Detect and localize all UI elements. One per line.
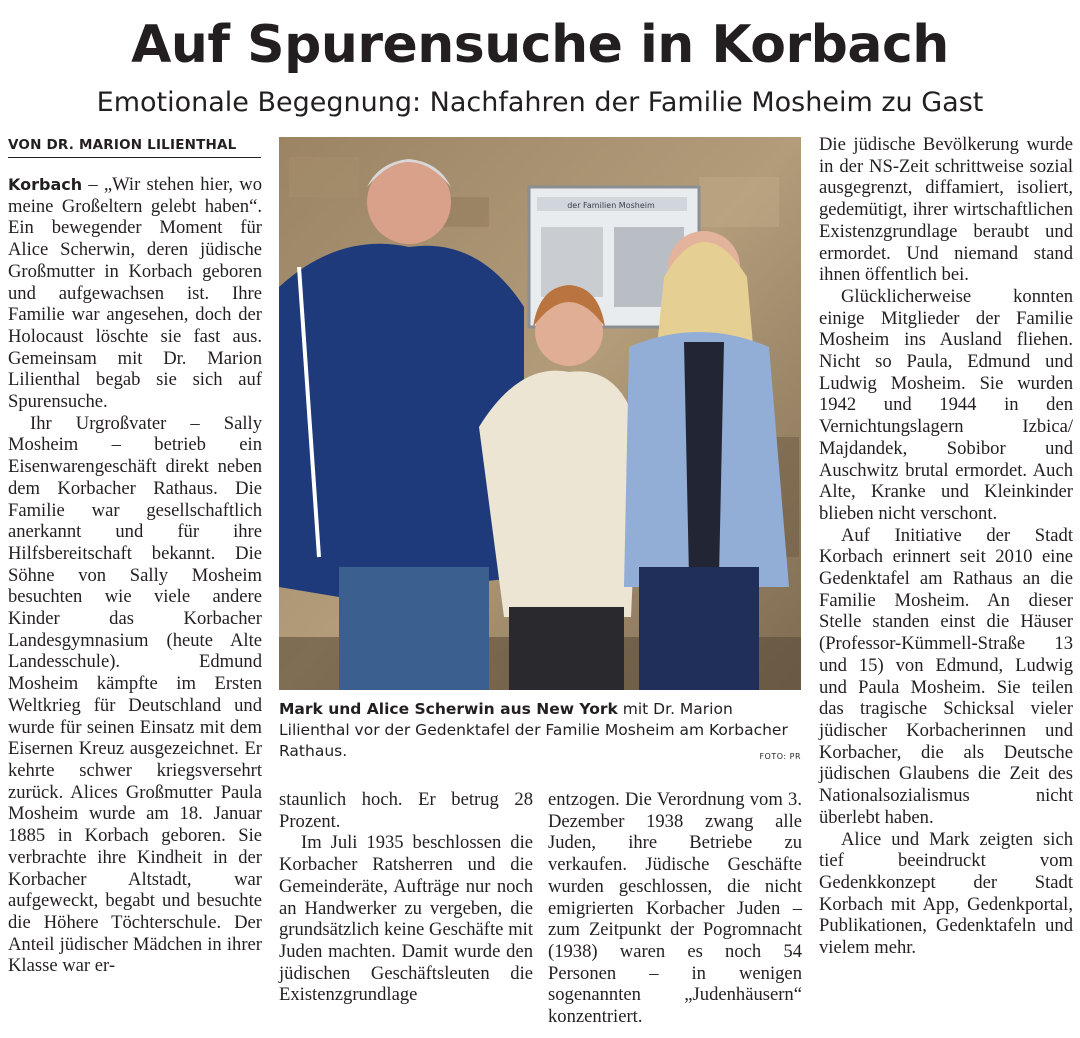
paragraph [8, 174, 262, 413]
article-photo [279, 137, 801, 690]
plaque-title: der Familien Mosheim [567, 201, 655, 210]
article-headline: Auf Spurensuche in Korbach [131, 15, 949, 75]
caption-text: mit Dr. Marion Lilienthal vor der Gedenktafel der Familie Mosheim am Korbacher Rathaus. [279, 700, 788, 760]
photo-illustration [279, 137, 801, 690]
photo-credit: FOTO: PR [759, 752, 801, 761]
paragraph: Alice und Mark zeigten sich tief beeindruckt vom Gedenkkonzept der Stadt Korbach mit App, Gedenkportal, Publikationen, Gedenktafeln und vielem mehr. [819, 828, 1073, 959]
article-subheadline: Emotionale Begegnung: Nachfahren der Familie Mosheim zu Gast [96, 87, 984, 118]
paragraph: staunlich hoch. Er betrug 28 Prozent. [279, 789, 533, 832]
byline: VON DR. MARION LILIENTHAL [8, 136, 261, 158]
paragraph: Die jüdische Bevölkerung wurde in der NS-Zeit schrittweise sozial ausgegrenzt, diffamiert, isoliert, gedemütigt, ihrer wirtschaftlichen Existenzgrundlage beraubt und ermordet. Und niemand stand ihnen öffentlich bei. [819, 134, 1073, 286]
text-column-4 [819, 134, 1073, 959]
paragraph: Glücklicherweise konnten einige Mitglieder der Familie Mosheim ins Ausland fliehen. Nicht so Paula, Edmund und Ludwig Mosheim. Sie wurden 1942 und 1944 in den Vernichtungslagern Izbica/ Majdandek, Sobibor und Auschwitz brutal ermordet. Auch Alte, Kranke und Kleinkinder blieben nicht verschont. [819, 285, 1073, 524]
paragraph: Ihr Urgroßvater – Sally Mosheim – betrieb ein Eisenwarengeschäft direkt neben dem Korbacher Rathaus. Die Familie war gesellschaftlich anerkannt und für ihre Hilfsbereitschaft bekannt. Die Söhne von Sally Mosheim besuchten wie viele andere Kinder das Korbacher Landesgymnasium (heute Alte Landesschule). Edmund Mosheim kämpfte im Ersten Weltkrieg für Deutschland und wurde für seinen Einsatz mit dem Eisernen Kreuz ausgezeichnet. Er kehrte schwer kriegsversehrt zurück. Alices Großmutter Paula Mosheim wurde am 18. Januar 1885 in Korbach geboren. Sie verbrachte ihre Kindheit in der Korbacher Altstadt, war aufgeweckt, begabt und besuchte die Höhere Töchterschule. Der Anteil jüdischer Mädchen in ihrer Klasse war er- [8, 412, 262, 977]
caption-names: Mark und Alice Scherwin aus New York [279, 700, 618, 718]
paragraph: entzogen. Die Verordnung vom 3. Dezember 1938 zwang alle Juden, ihre Betriebe zu verkaufen. Jüdische Geschäfte wurden geschlossen, die nicht emigrierten Korbacher Juden – zum Zeitpunkt der Pogromnacht (1938) waren es noch 54 Personen – in wenigen sogenannten „Judenhäusern“ konzentriert. [548, 789, 802, 1028]
paragraph: Im Juli 1935 beschlossen die Korbacher Ratsherren und die Gemeinderäte, Aufträge nur noch an Handwerker zu vergeben, die grundsätzlich keine Geschäfte mit Juden machten. Damit wurde den jüdischen Geschäftsleuten die Existenzgrundlage [279, 832, 533, 1006]
text-column-3 [548, 789, 802, 1028]
text-column-1 [8, 174, 262, 977]
paragraph-text: – „Wir stehen hier, wo meine Großeltern gelebt haben“. Ein bewegender Moment für Alice Scherwin, deren jüdische Großmutter in Korbach geboren und aufgewachsen ist. Ihre Familie war angesehen, doch der Holocaust löschte sie fast aus. Gemeinsam mit Dr. Marion Lilienthal begab sie sich auf Spurensuche. [8, 174, 262, 413]
dateline: Korbach [8, 175, 83, 194]
text-column-2 [279, 789, 533, 1006]
paragraph: Auf Initiative der Stadt Korbach erinnert seit 2010 eine Gedenktafel am Rathaus an die Familie Mosheim. An dieser Stelle standen einst die Häuser (Professor-Kümmell-Straße 13 und 15) von Edmund, Ludwig und Paula Mosheim. Sie teilen das tragische Schicksal vieler jüdischer Korbacherinnen und Korbacher, die als Deutsche jüdischen Glaubens die Zeit des Nationalsozialismus nicht überlebt haben. [819, 524, 1073, 828]
